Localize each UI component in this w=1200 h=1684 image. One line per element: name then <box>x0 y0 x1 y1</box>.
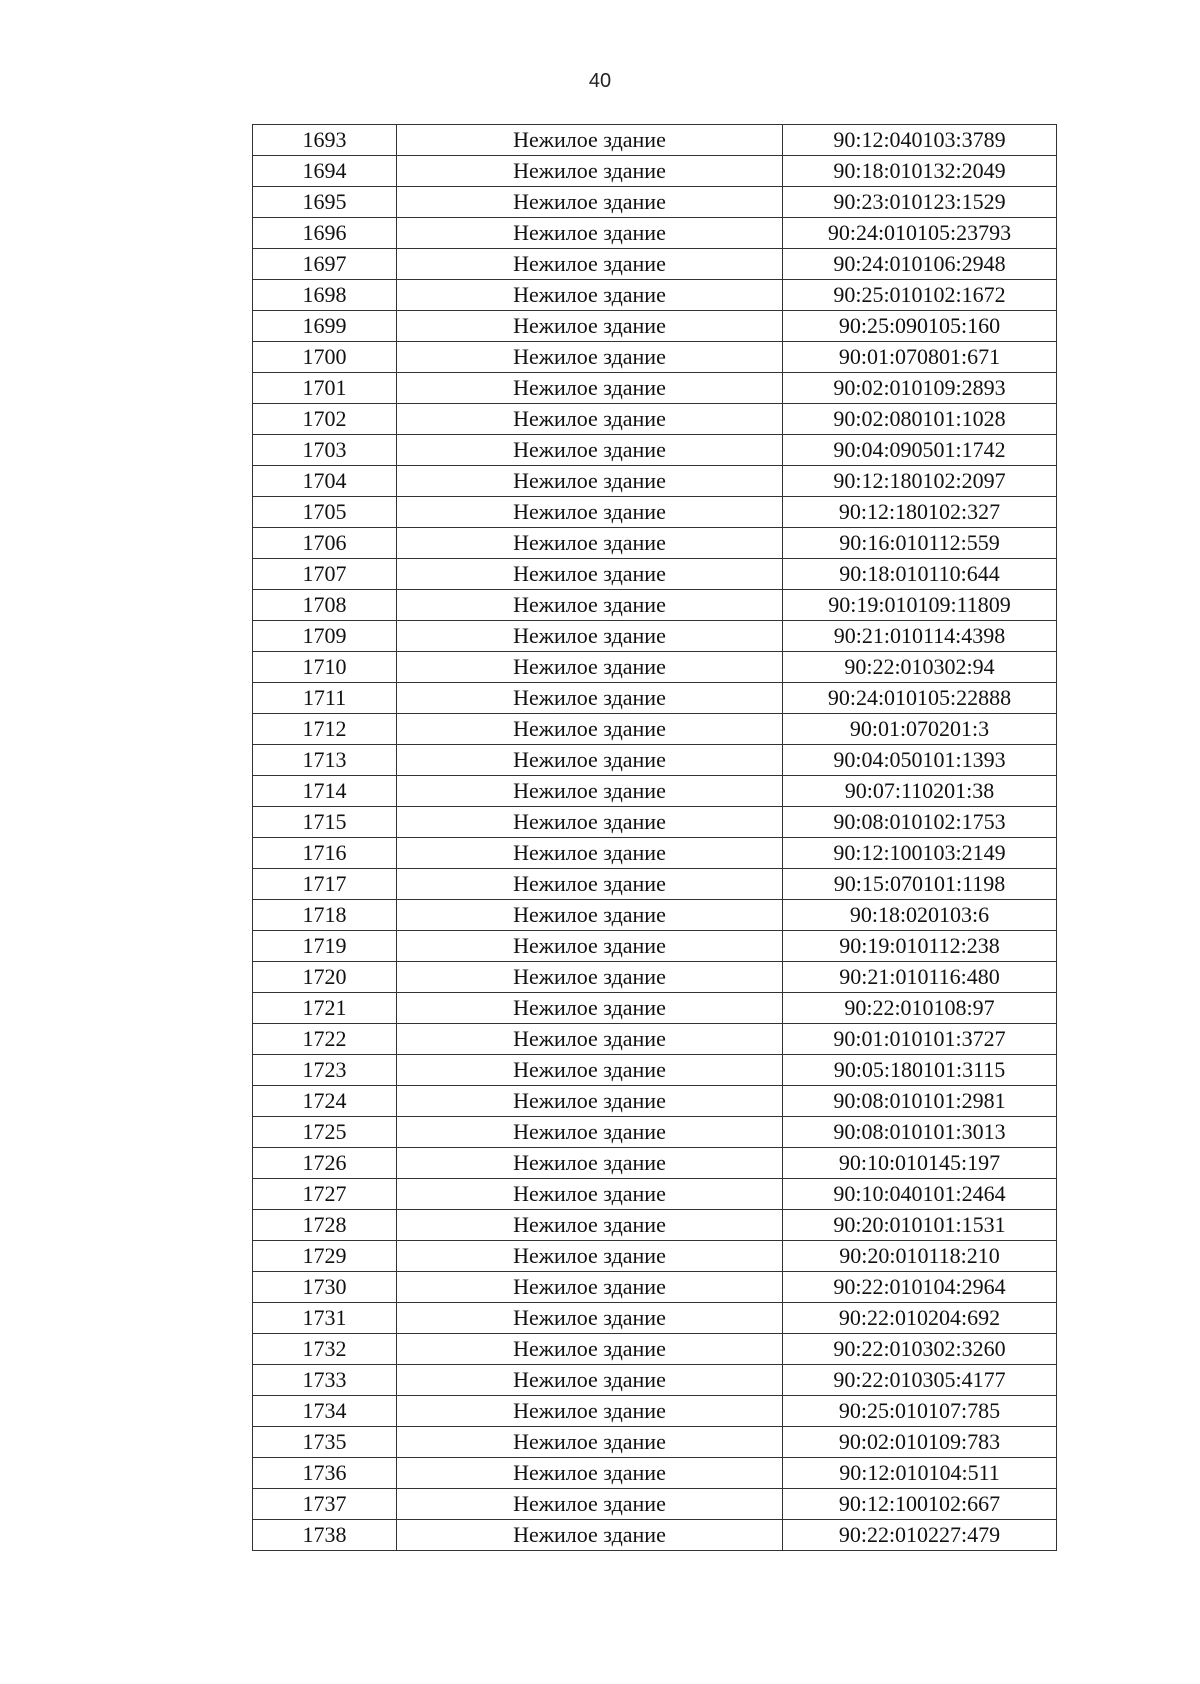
cadastral-number: 90:18:010132:2049 <box>783 156 1057 187</box>
row-number: 1728 <box>253 1210 397 1241</box>
row-number: 1701 <box>253 373 397 404</box>
table-row <box>253 1241 1057 1272</box>
object-name: Нежилое здание <box>397 1365 783 1396</box>
cadastral-number: 90:16:010112:559 <box>783 528 1057 559</box>
row-number: 1713 <box>253 745 397 776</box>
row-number: 1724 <box>253 1086 397 1117</box>
cadastral-number: 90:22:010302:3260 <box>783 1334 1057 1365</box>
cadastral-number: 90:12:040103:3789 <box>783 125 1057 156</box>
row-number: 1726 <box>253 1148 397 1179</box>
object-name: Нежилое здание <box>397 1396 783 1427</box>
row-number: 1718 <box>253 900 397 931</box>
table-row <box>253 1055 1057 1086</box>
cadastral-number: 90:23:010123:1529 <box>783 187 1057 218</box>
object-name: Нежилое здание <box>397 528 783 559</box>
row-number: 1736 <box>253 1458 397 1489</box>
table-row <box>253 1272 1057 1303</box>
row-number: 1719 <box>253 931 397 962</box>
cadastral-number: 90:25:090105:160 <box>783 311 1057 342</box>
cadastral-number: 90:01:010101:3727 <box>783 1024 1057 1055</box>
row-number: 1732 <box>253 1334 397 1365</box>
property-registry-table <box>252 124 1057 1551</box>
row-number: 1699 <box>253 311 397 342</box>
table-row <box>253 1148 1057 1179</box>
table-row <box>253 1520 1057 1551</box>
object-name: Нежилое здание <box>397 156 783 187</box>
cadastral-number: 90:05:180101:3115 <box>783 1055 1057 1086</box>
table-row <box>253 590 1057 621</box>
row-number: 1720 <box>253 962 397 993</box>
object-name: Нежилое здание <box>397 187 783 218</box>
row-number: 1705 <box>253 497 397 528</box>
cadastral-number: 90:08:010102:1753 <box>783 807 1057 838</box>
cadastral-number: 90:07:110201:38 <box>783 776 1057 807</box>
row-number: 1709 <box>253 621 397 652</box>
row-number: 1737 <box>253 1489 397 1520</box>
cadastral-number: 90:19:010109:11809 <box>783 590 1057 621</box>
table-row <box>253 497 1057 528</box>
object-name: Нежилое здание <box>397 900 783 931</box>
object-name: Нежилое здание <box>397 869 783 900</box>
row-number: 1738 <box>253 1520 397 1551</box>
table-row <box>253 993 1057 1024</box>
object-name: Нежилое здание <box>397 714 783 745</box>
cadastral-number: 90:22:010108:97 <box>783 993 1057 1024</box>
cadastral-number: 90:25:010102:1672 <box>783 280 1057 311</box>
row-number: 1694 <box>253 156 397 187</box>
table-row <box>253 931 1057 962</box>
table-row <box>253 373 1057 404</box>
table-row <box>253 435 1057 466</box>
object-name: Нежилое здание <box>397 249 783 280</box>
cadastral-number: 90:12:180102:327 <box>783 497 1057 528</box>
row-number: 1708 <box>253 590 397 621</box>
object-name: Нежилое здание <box>397 1210 783 1241</box>
table-row <box>253 1489 1057 1520</box>
table-row <box>253 249 1057 280</box>
row-number: 1712 <box>253 714 397 745</box>
cadastral-number: 90:18:010110:644 <box>783 559 1057 590</box>
object-name: Нежилое здание <box>397 1489 783 1520</box>
object-name: Нежилое здание <box>397 435 783 466</box>
table-row <box>253 1303 1057 1334</box>
row-number: 1731 <box>253 1303 397 1334</box>
object-name: Нежилое здание <box>397 838 783 869</box>
row-number: 1702 <box>253 404 397 435</box>
table-row <box>253 1210 1057 1241</box>
table-row <box>253 900 1057 931</box>
table-row <box>253 559 1057 590</box>
object-name: Нежилое здание <box>397 1241 783 1272</box>
table-row <box>253 280 1057 311</box>
object-name: Нежилое здание <box>397 466 783 497</box>
row-number: 1733 <box>253 1365 397 1396</box>
object-name: Нежилое здание <box>397 1179 783 1210</box>
object-name: Нежилое здание <box>397 683 783 714</box>
row-number: 1717 <box>253 869 397 900</box>
row-number: 1697 <box>253 249 397 280</box>
row-number: 1707 <box>253 559 397 590</box>
object-name: Нежилое здание <box>397 1272 783 1303</box>
cadastral-number: 90:08:010101:3013 <box>783 1117 1057 1148</box>
cadastral-number: 90:10:040101:2464 <box>783 1179 1057 1210</box>
cadastral-number: 90:12:180102:2097 <box>783 466 1057 497</box>
table-row <box>253 1458 1057 1489</box>
cadastral-number: 90:19:010112:238 <box>783 931 1057 962</box>
cadastral-number: 90:10:010145:197 <box>783 1148 1057 1179</box>
object-name: Нежилое здание <box>397 1520 783 1551</box>
cadastral-number: 90:22:010204:692 <box>783 1303 1057 1334</box>
row-number: 1698 <box>253 280 397 311</box>
cadastral-number: 90:02:010109:2893 <box>783 373 1057 404</box>
table-row <box>253 156 1057 187</box>
object-name: Нежилое здание <box>397 559 783 590</box>
cadastral-number: 90:01:070201:3 <box>783 714 1057 745</box>
cadastral-number: 90:18:020103:6 <box>783 900 1057 931</box>
object-name: Нежилое здание <box>397 1334 783 1365</box>
object-name: Нежилое здание <box>397 218 783 249</box>
cadastral-number: 90:20:010101:1531 <box>783 1210 1057 1241</box>
object-name: Нежилое здание <box>397 280 783 311</box>
cadastral-number: 90:24:010106:2948 <box>783 249 1057 280</box>
table-row <box>253 311 1057 342</box>
object-name: Нежилое здание <box>397 1024 783 1055</box>
object-name: Нежилое здание <box>397 993 783 1024</box>
row-number: 1696 <box>253 218 397 249</box>
row-number: 1706 <box>253 528 397 559</box>
cadastral-number: 90:25:010107:785 <box>783 1396 1057 1427</box>
object-name: Нежилое здание <box>397 1117 783 1148</box>
cadastral-number: 90:20:010118:210 <box>783 1241 1057 1272</box>
cadastral-number: 90:12:100102:667 <box>783 1489 1057 1520</box>
cadastral-number: 90:15:070101:1198 <box>783 869 1057 900</box>
cadastral-number: 90:24:010105:22888 <box>783 683 1057 714</box>
object-name: Нежилое здание <box>397 745 783 776</box>
row-number: 1710 <box>253 652 397 683</box>
object-name: Нежилое здание <box>397 621 783 652</box>
row-number: 1735 <box>253 1427 397 1458</box>
row-number: 1727 <box>253 1179 397 1210</box>
table-row <box>253 404 1057 435</box>
object-name: Нежилое здание <box>397 1427 783 1458</box>
table-row <box>253 621 1057 652</box>
object-name: Нежилое здание <box>397 962 783 993</box>
object-name: Нежилое здание <box>397 497 783 528</box>
row-number: 1695 <box>253 187 397 218</box>
cadastral-number: 90:12:010104:511 <box>783 1458 1057 1489</box>
object-name: Нежилое здание <box>397 342 783 373</box>
table-row <box>253 1179 1057 1210</box>
row-number: 1711 <box>253 683 397 714</box>
table-row <box>253 962 1057 993</box>
cadastral-number: 90:22:010104:2964 <box>783 1272 1057 1303</box>
cadastral-number: 90:21:010116:480 <box>783 962 1057 993</box>
object-name: Нежилое здание <box>397 373 783 404</box>
object-name: Нежилое здание <box>397 1303 783 1334</box>
cadastral-number: 90:24:010105:23793 <box>783 218 1057 249</box>
cadastral-number: 90:04:050101:1393 <box>783 745 1057 776</box>
table-row <box>253 187 1057 218</box>
row-number: 1721 <box>253 993 397 1024</box>
row-number: 1722 <box>253 1024 397 1055</box>
table-row <box>253 776 1057 807</box>
object-name: Нежилое здание <box>397 931 783 962</box>
row-number: 1715 <box>253 807 397 838</box>
table-row <box>253 466 1057 497</box>
row-number: 1704 <box>253 466 397 497</box>
cadastral-number: 90:22:010302:94 <box>783 652 1057 683</box>
object-name: Нежилое здание <box>397 1148 783 1179</box>
table-row <box>253 1334 1057 1365</box>
table-row <box>253 745 1057 776</box>
cadastral-number: 90:21:010114:4398 <box>783 621 1057 652</box>
cadastral-number: 90:22:010227:479 <box>783 1520 1057 1551</box>
cadastral-number: 90:12:100103:2149 <box>783 838 1057 869</box>
object-name: Нежилое здание <box>397 404 783 435</box>
table-row <box>253 1365 1057 1396</box>
table-row <box>253 1427 1057 1458</box>
table-row <box>253 1117 1057 1148</box>
object-name: Нежилое здание <box>397 652 783 683</box>
table-row <box>253 714 1057 745</box>
object-name: Нежилое здание <box>397 776 783 807</box>
object-name: Нежилое здание <box>397 1086 783 1117</box>
object-name: Нежилое здание <box>397 311 783 342</box>
table-body <box>253 125 1057 1551</box>
table-row <box>253 807 1057 838</box>
row-number: 1725 <box>253 1117 397 1148</box>
table-row <box>253 838 1057 869</box>
row-number: 1703 <box>253 435 397 466</box>
object-name: Нежилое здание <box>397 807 783 838</box>
row-number: 1716 <box>253 838 397 869</box>
row-number: 1693 <box>253 125 397 156</box>
row-number: 1723 <box>253 1055 397 1086</box>
table-row <box>253 652 1057 683</box>
object-name: Нежилое здание <box>397 125 783 156</box>
object-name: Нежилое здание <box>397 1055 783 1086</box>
table-row <box>253 218 1057 249</box>
row-number: 1729 <box>253 1241 397 1272</box>
page-number: 40 <box>588 70 612 92</box>
table-row <box>253 869 1057 900</box>
cadastral-number: 90:02:080101:1028 <box>783 404 1057 435</box>
row-number: 1734 <box>253 1396 397 1427</box>
row-number: 1730 <box>253 1272 397 1303</box>
cadastral-number: 90:01:070801:671 <box>783 342 1057 373</box>
table-row <box>253 683 1057 714</box>
table-row <box>253 342 1057 373</box>
table-row <box>253 1024 1057 1055</box>
cadastral-number: 90:04:090501:1742 <box>783 435 1057 466</box>
table-row <box>253 528 1057 559</box>
table-row <box>253 1086 1057 1117</box>
row-number: 1714 <box>253 776 397 807</box>
object-name: Нежилое здание <box>397 1458 783 1489</box>
object-name: Нежилое здание <box>397 590 783 621</box>
cadastral-number: 90:22:010305:4177 <box>783 1365 1057 1396</box>
row-number: 1700 <box>253 342 397 373</box>
cadastral-number: 90:08:010101:2981 <box>783 1086 1057 1117</box>
cadastral-number: 90:02:010109:783 <box>783 1427 1057 1458</box>
table-row <box>253 125 1057 156</box>
table-row <box>253 1396 1057 1427</box>
